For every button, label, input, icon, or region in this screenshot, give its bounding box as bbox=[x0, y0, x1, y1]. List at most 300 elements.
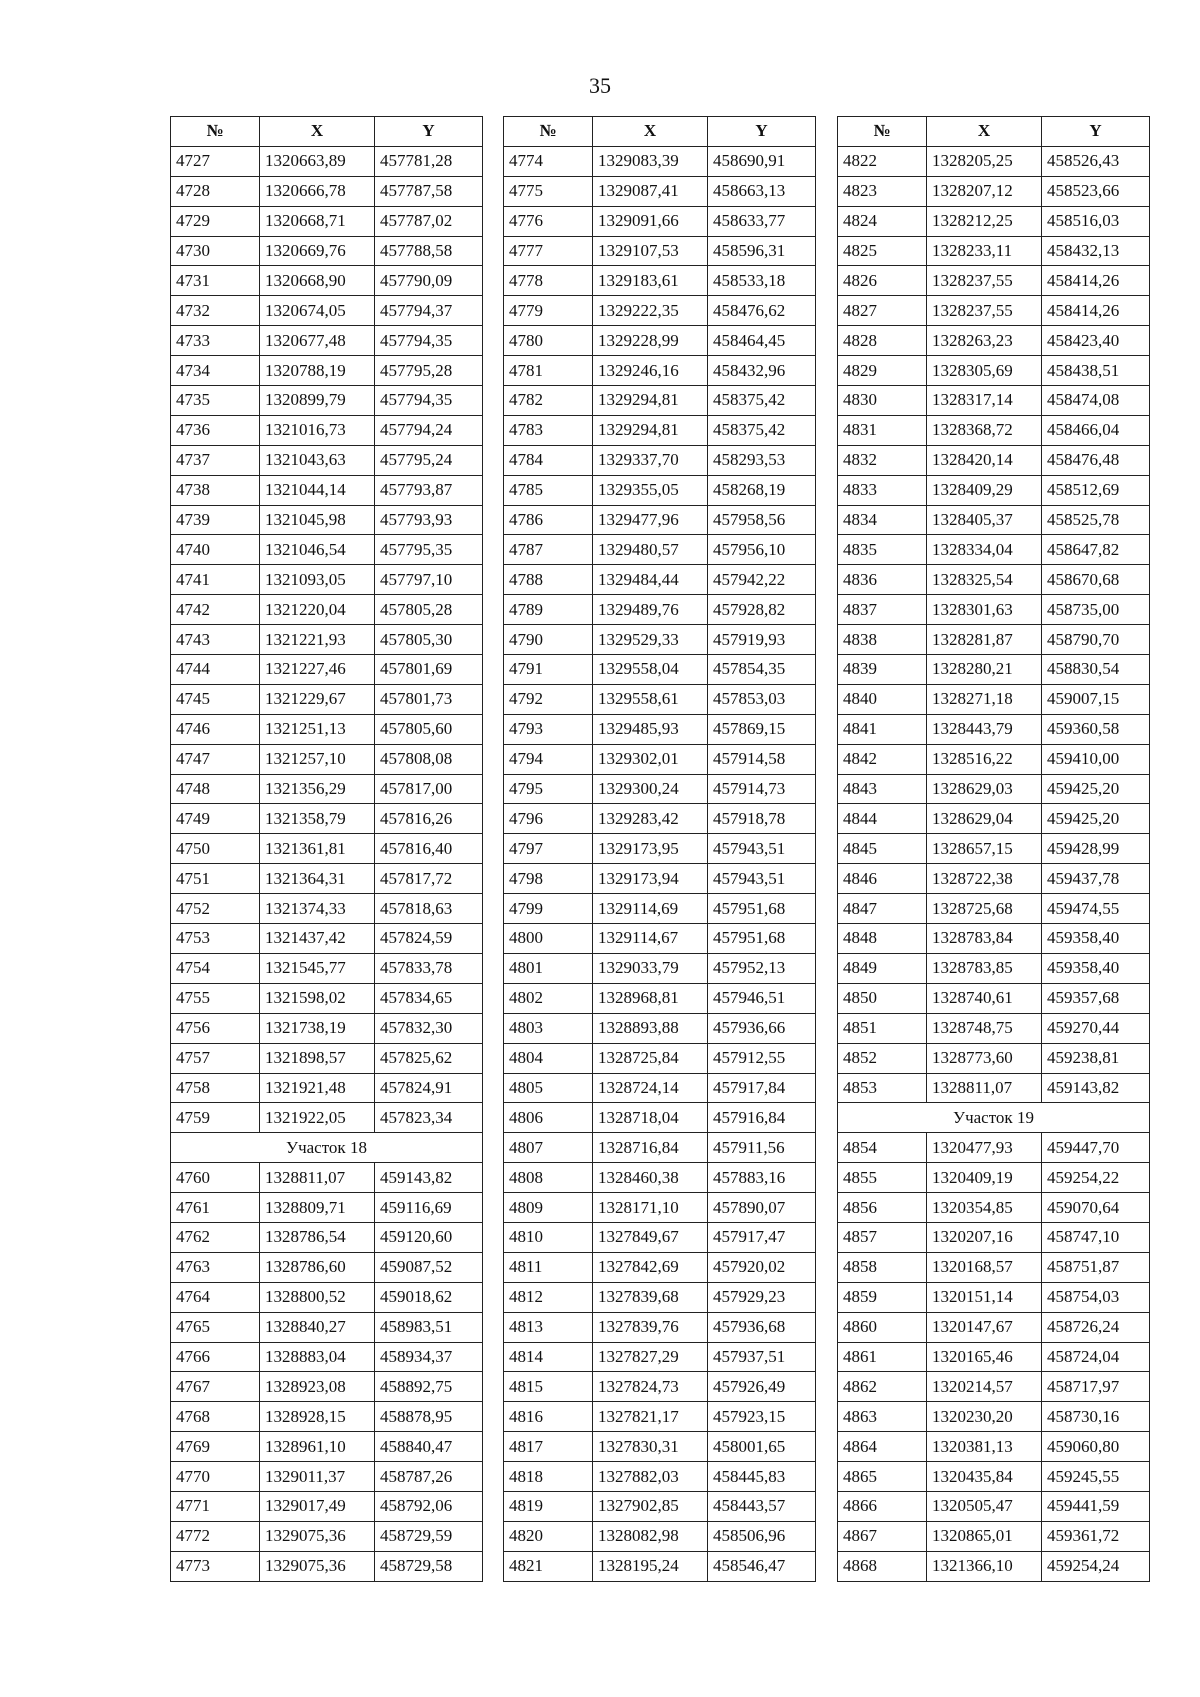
y-coordinate-cell: 457936,68 bbox=[708, 1312, 816, 1342]
x-coordinate-cell: 1328716,84 bbox=[593, 1133, 708, 1163]
table-row bbox=[171, 415, 483, 445]
table-row bbox=[838, 356, 1150, 386]
y-coordinate-cell: 457781,28 bbox=[375, 146, 483, 176]
point-number-cell: 4758 bbox=[171, 1073, 260, 1103]
x-coordinate-cell: 1328409,29 bbox=[927, 475, 1042, 505]
point-number-cell: 4760 bbox=[171, 1163, 260, 1193]
y-coordinate-cell: 458983,51 bbox=[375, 1312, 483, 1342]
point-number-cell: 4781 bbox=[504, 356, 593, 386]
table-row bbox=[838, 804, 1150, 834]
y-coordinate-cell: 457805,60 bbox=[375, 714, 483, 744]
point-number-cell: 4733 bbox=[171, 326, 260, 356]
point-number-cell: 4739 bbox=[171, 505, 260, 535]
table-row bbox=[504, 146, 816, 176]
table-row bbox=[838, 1163, 1150, 1193]
y-coordinate-cell: 457937,51 bbox=[708, 1342, 816, 1372]
y-coordinate-cell: 457854,35 bbox=[708, 655, 816, 685]
x-coordinate-cell: 1328317,14 bbox=[927, 386, 1042, 416]
y-coordinate-cell: 457818,63 bbox=[375, 894, 483, 924]
table-row bbox=[838, 953, 1150, 983]
x-coordinate-cell: 1320677,48 bbox=[260, 326, 375, 356]
y-coordinate-cell: 457911,56 bbox=[708, 1133, 816, 1163]
point-number-cell: 4751 bbox=[171, 864, 260, 894]
x-coordinate-cell: 1328263,23 bbox=[927, 326, 1042, 356]
x-coordinate-cell: 1320151,14 bbox=[927, 1282, 1042, 1312]
point-number-cell: 4747 bbox=[171, 744, 260, 774]
table-row bbox=[171, 505, 483, 535]
table-row bbox=[171, 206, 483, 236]
x-coordinate-cell: 1321251,13 bbox=[260, 714, 375, 744]
x-coordinate-cell: 1327824,73 bbox=[593, 1372, 708, 1402]
point-number-cell: 4775 bbox=[504, 176, 593, 206]
y-coordinate-cell: 458751,87 bbox=[1042, 1252, 1150, 1282]
x-coordinate-cell: 1321227,46 bbox=[260, 655, 375, 685]
point-number-cell: 4763 bbox=[171, 1252, 260, 1282]
table-row bbox=[504, 206, 816, 236]
y-coordinate-cell: 458423,40 bbox=[1042, 326, 1150, 356]
x-coordinate-cell: 1329083,39 bbox=[593, 146, 708, 176]
table-row bbox=[171, 774, 483, 804]
point-number-cell: 4753 bbox=[171, 924, 260, 954]
x-coordinate-cell: 1327839,76 bbox=[593, 1312, 708, 1342]
point-number-cell: 4790 bbox=[504, 625, 593, 655]
coordinates-table-1 bbox=[170, 116, 483, 1582]
x-coordinate-cell: 1328722,38 bbox=[927, 864, 1042, 894]
point-number-cell: 4841 bbox=[838, 714, 927, 744]
y-coordinate-cell: 457936,66 bbox=[708, 1013, 816, 1043]
point-number-cell: 4789 bbox=[504, 595, 593, 625]
x-coordinate-cell: 1328420,14 bbox=[927, 445, 1042, 475]
table-row bbox=[504, 1252, 816, 1282]
x-coordinate-cell: 1320409,19 bbox=[927, 1163, 1042, 1193]
point-number-cell: 4767 bbox=[171, 1372, 260, 1402]
y-coordinate-cell: 459254,22 bbox=[1042, 1163, 1150, 1193]
table-row bbox=[504, 326, 816, 356]
y-coordinate-cell: 457817,00 bbox=[375, 774, 483, 804]
table-row bbox=[838, 146, 1150, 176]
x-coordinate-cell: 1328786,60 bbox=[260, 1252, 375, 1282]
x-coordinate-cell: 1320354,85 bbox=[927, 1193, 1042, 1223]
y-coordinate-cell: 457942,22 bbox=[708, 565, 816, 595]
x-coordinate-cell: 1320147,67 bbox=[927, 1312, 1042, 1342]
x-coordinate-cell: 1329183,61 bbox=[593, 266, 708, 296]
point-number-cell: 4731 bbox=[171, 266, 260, 296]
y-coordinate-cell: 458523,66 bbox=[1042, 176, 1150, 206]
table-row bbox=[504, 983, 816, 1013]
point-number-cell: 4756 bbox=[171, 1013, 260, 1043]
y-coordinate-cell: 458747,10 bbox=[1042, 1222, 1150, 1252]
table-row bbox=[838, 1073, 1150, 1103]
point-number-cell: 4769 bbox=[171, 1432, 260, 1462]
table-row bbox=[171, 1073, 483, 1103]
y-coordinate-cell: 458533,18 bbox=[708, 266, 816, 296]
table-row bbox=[838, 445, 1150, 475]
x-coordinate-cell: 1320168,57 bbox=[927, 1252, 1042, 1282]
point-number-cell: 4809 bbox=[504, 1193, 593, 1223]
x-coordinate-cell: 1329337,70 bbox=[593, 445, 708, 475]
x-coordinate-cell: 1329222,35 bbox=[593, 296, 708, 326]
point-number-cell: 4776 bbox=[504, 206, 593, 236]
y-coordinate-cell: 458596,31 bbox=[708, 236, 816, 266]
table-row bbox=[504, 774, 816, 804]
table-row bbox=[171, 595, 483, 625]
x-coordinate-cell: 1329114,67 bbox=[593, 924, 708, 954]
y-coordinate-cell: 457794,35 bbox=[375, 326, 483, 356]
point-number-cell: 4799 bbox=[504, 894, 593, 924]
table-header bbox=[171, 117, 483, 147]
point-number-cell: 4810 bbox=[504, 1222, 593, 1252]
y-coordinate-cell: 457824,91 bbox=[375, 1073, 483, 1103]
y-coordinate-cell: 457946,51 bbox=[708, 983, 816, 1013]
point-number-cell: 4848 bbox=[838, 924, 927, 954]
point-number-cell: 4811 bbox=[504, 1252, 593, 1282]
table-row bbox=[838, 1462, 1150, 1492]
x-coordinate-cell: 1329283,42 bbox=[593, 804, 708, 834]
table-row bbox=[171, 655, 483, 685]
table-row bbox=[171, 714, 483, 744]
table-row bbox=[504, 834, 816, 864]
point-number-cell: 4755 bbox=[171, 983, 260, 1013]
point-number-cell: 4742 bbox=[171, 595, 260, 625]
y-coordinate-cell: 457795,35 bbox=[375, 535, 483, 565]
table-row bbox=[838, 266, 1150, 296]
x-coordinate-cell: 1328629,03 bbox=[927, 774, 1042, 804]
x-coordinate-cell: 1329087,41 bbox=[593, 176, 708, 206]
point-number-cell: 4866 bbox=[838, 1491, 927, 1521]
y-coordinate-cell: 459360,58 bbox=[1042, 714, 1150, 744]
y-coordinate-cell: 457824,59 bbox=[375, 924, 483, 954]
point-number-cell: 4820 bbox=[504, 1521, 593, 1551]
point-number-cell: 4759 bbox=[171, 1103, 260, 1133]
table-row bbox=[504, 356, 816, 386]
table-row bbox=[171, 834, 483, 864]
y-coordinate-cell: 457917,84 bbox=[708, 1073, 816, 1103]
x-coordinate-cell: 1321046,54 bbox=[260, 535, 375, 565]
y-coordinate-cell: 457853,03 bbox=[708, 684, 816, 714]
point-number-cell: 4740 bbox=[171, 535, 260, 565]
table-row bbox=[504, 386, 816, 416]
x-coordinate-cell: 1328811,07 bbox=[260, 1163, 375, 1193]
y-coordinate-cell: 458516,03 bbox=[1042, 206, 1150, 236]
y-coordinate-cell: 458268,19 bbox=[708, 475, 816, 505]
y-coordinate-cell: 459116,69 bbox=[375, 1193, 483, 1223]
point-number-cell: 4788 bbox=[504, 565, 593, 595]
table-row bbox=[838, 774, 1150, 804]
x-coordinate-cell: 1329529,33 bbox=[593, 625, 708, 655]
point-number-cell: 4867 bbox=[838, 1521, 927, 1551]
y-coordinate-cell: 459358,40 bbox=[1042, 924, 1150, 954]
coordinates-table-3 bbox=[837, 116, 1150, 1582]
x-coordinate-cell: 1327821,17 bbox=[593, 1402, 708, 1432]
x-coordinate-cell: 1328205,25 bbox=[927, 146, 1042, 176]
y-coordinate-cell: 458001,65 bbox=[708, 1432, 816, 1462]
table-row bbox=[171, 1521, 483, 1551]
point-number-cell: 4862 bbox=[838, 1372, 927, 1402]
y-coordinate-cell: 458830,54 bbox=[1042, 655, 1150, 685]
page-number: 35 bbox=[589, 73, 611, 98]
y-coordinate-cell: 457920,02 bbox=[708, 1252, 816, 1282]
table-row bbox=[838, 744, 1150, 774]
table-row bbox=[171, 1222, 483, 1252]
point-number-cell: 4854 bbox=[838, 1133, 927, 1163]
y-coordinate-cell: 457912,55 bbox=[708, 1043, 816, 1073]
y-coordinate-cell: 457817,72 bbox=[375, 864, 483, 894]
point-number-cell: 4736 bbox=[171, 415, 260, 445]
x-coordinate-cell: 1328725,84 bbox=[593, 1043, 708, 1073]
table-row bbox=[171, 924, 483, 954]
y-coordinate-cell: 458438,51 bbox=[1042, 356, 1150, 386]
table-row bbox=[838, 1402, 1150, 1432]
table-row bbox=[504, 924, 816, 954]
point-number-cell: 4728 bbox=[171, 176, 260, 206]
y-coordinate-cell: 458724,04 bbox=[1042, 1342, 1150, 1372]
x-coordinate-cell: 1329480,57 bbox=[593, 535, 708, 565]
table-row bbox=[171, 1312, 483, 1342]
x-coordinate-cell: 1321364,31 bbox=[260, 864, 375, 894]
table-row bbox=[171, 1282, 483, 1312]
table-row bbox=[504, 236, 816, 266]
x-coordinate-cell: 1328783,85 bbox=[927, 953, 1042, 983]
y-coordinate-cell: 458414,26 bbox=[1042, 296, 1150, 326]
point-number-cell: 4805 bbox=[504, 1073, 593, 1103]
table-row bbox=[504, 864, 816, 894]
table-row bbox=[838, 834, 1150, 864]
point-number-cell: 4803 bbox=[504, 1013, 593, 1043]
column-header-number: № bbox=[504, 117, 593, 147]
x-coordinate-cell: 1320666,78 bbox=[260, 176, 375, 206]
table-row bbox=[171, 386, 483, 416]
x-coordinate-cell: 1329489,76 bbox=[593, 595, 708, 625]
point-number-cell: 4798 bbox=[504, 864, 593, 894]
table-row bbox=[171, 535, 483, 565]
y-coordinate-cell: 457795,24 bbox=[375, 445, 483, 475]
point-number-cell: 4816 bbox=[504, 1402, 593, 1432]
y-coordinate-cell: 457790,09 bbox=[375, 266, 483, 296]
point-number-cell: 4783 bbox=[504, 415, 593, 445]
y-coordinate-cell: 457923,15 bbox=[708, 1402, 816, 1432]
point-number-cell: 4863 bbox=[838, 1402, 927, 1432]
point-number-cell: 4748 bbox=[171, 774, 260, 804]
y-coordinate-cell: 459441,59 bbox=[1042, 1491, 1150, 1521]
table-body bbox=[838, 146, 1150, 1581]
table-row bbox=[838, 684, 1150, 714]
y-coordinate-cell: 457917,47 bbox=[708, 1222, 816, 1252]
point-number-cell: 4807 bbox=[504, 1133, 593, 1163]
x-coordinate-cell: 1320230,20 bbox=[927, 1402, 1042, 1432]
y-coordinate-cell: 457794,35 bbox=[375, 386, 483, 416]
table-row bbox=[504, 1073, 816, 1103]
point-number-cell: 4865 bbox=[838, 1462, 927, 1492]
y-coordinate-cell: 457787,02 bbox=[375, 206, 483, 236]
column-header-x: X bbox=[927, 117, 1042, 147]
y-coordinate-cell: 458476,48 bbox=[1042, 445, 1150, 475]
y-coordinate-cell: 458735,00 bbox=[1042, 595, 1150, 625]
point-number-cell: 4766 bbox=[171, 1342, 260, 1372]
x-coordinate-cell: 1329302,01 bbox=[593, 744, 708, 774]
y-coordinate-cell: 457834,65 bbox=[375, 983, 483, 1013]
x-coordinate-cell: 1320214,57 bbox=[927, 1372, 1042, 1402]
x-coordinate-cell: 1328237,55 bbox=[927, 266, 1042, 296]
point-number-cell: 4824 bbox=[838, 206, 927, 236]
point-number-cell: 4837 bbox=[838, 595, 927, 625]
y-coordinate-cell: 457918,78 bbox=[708, 804, 816, 834]
x-coordinate-cell: 1328212,25 bbox=[927, 206, 1042, 236]
x-coordinate-cell: 1327902,85 bbox=[593, 1491, 708, 1521]
table-row bbox=[171, 1193, 483, 1223]
table-row bbox=[838, 1491, 1150, 1521]
table-row bbox=[171, 326, 483, 356]
table-row bbox=[838, 1432, 1150, 1462]
table-row bbox=[171, 356, 483, 386]
point-number-cell: 4770 bbox=[171, 1462, 260, 1492]
x-coordinate-cell: 1320668,90 bbox=[260, 266, 375, 296]
x-coordinate-cell: 1327830,31 bbox=[593, 1432, 708, 1462]
y-coordinate-cell: 458726,24 bbox=[1042, 1312, 1150, 1342]
x-coordinate-cell: 1328809,71 bbox=[260, 1193, 375, 1223]
point-number-cell: 4734 bbox=[171, 356, 260, 386]
x-coordinate-cell: 1329173,95 bbox=[593, 834, 708, 864]
point-number-cell: 4727 bbox=[171, 146, 260, 176]
x-coordinate-cell: 1329173,94 bbox=[593, 864, 708, 894]
table-row bbox=[838, 625, 1150, 655]
point-number-cell: 4764 bbox=[171, 1282, 260, 1312]
y-coordinate-cell: 459474,55 bbox=[1042, 894, 1150, 924]
y-coordinate-cell: 458506,96 bbox=[708, 1521, 816, 1551]
x-coordinate-cell: 1321598,02 bbox=[260, 983, 375, 1013]
x-coordinate-cell: 1321016,73 bbox=[260, 415, 375, 445]
point-number-cell: 4818 bbox=[504, 1462, 593, 1492]
x-coordinate-cell: 1328207,12 bbox=[927, 176, 1042, 206]
point-number-cell: 4793 bbox=[504, 714, 593, 744]
x-coordinate-cell: 1328718,04 bbox=[593, 1103, 708, 1133]
column-header-x: X bbox=[260, 117, 375, 147]
point-number-cell: 4819 bbox=[504, 1491, 593, 1521]
point-number-cell: 4761 bbox=[171, 1193, 260, 1223]
x-coordinate-cell: 1329355,05 bbox=[593, 475, 708, 505]
column-header-x: X bbox=[593, 117, 708, 147]
point-number-cell: 4833 bbox=[838, 475, 927, 505]
x-coordinate-cell: 1328325,54 bbox=[927, 565, 1042, 595]
point-number-cell: 4861 bbox=[838, 1342, 927, 1372]
point-number-cell: 4830 bbox=[838, 386, 927, 416]
point-number-cell: 4812 bbox=[504, 1282, 593, 1312]
y-coordinate-cell: 458730,16 bbox=[1042, 1402, 1150, 1432]
x-coordinate-cell: 1321043,63 bbox=[260, 445, 375, 475]
table-row bbox=[838, 326, 1150, 356]
y-coordinate-cell: 457801,69 bbox=[375, 655, 483, 685]
y-coordinate-cell: 459143,82 bbox=[1042, 1073, 1150, 1103]
x-coordinate-cell: 1321356,29 bbox=[260, 774, 375, 804]
x-coordinate-cell: 1329091,66 bbox=[593, 206, 708, 236]
y-coordinate-cell: 457794,37 bbox=[375, 296, 483, 326]
point-number-cell: 4852 bbox=[838, 1043, 927, 1073]
y-coordinate-cell: 457883,16 bbox=[708, 1163, 816, 1193]
table-row bbox=[838, 1551, 1150, 1581]
table-row bbox=[171, 475, 483, 505]
y-coordinate-cell: 457926,49 bbox=[708, 1372, 816, 1402]
y-coordinate-cell: 457958,56 bbox=[708, 505, 816, 535]
point-number-cell: 4831 bbox=[838, 415, 927, 445]
table-row bbox=[504, 445, 816, 475]
table-row bbox=[504, 1043, 816, 1073]
point-number-cell: 4864 bbox=[838, 1432, 927, 1462]
coordinates-table-2 bbox=[503, 116, 816, 1582]
y-coordinate-cell: 458663,13 bbox=[708, 176, 816, 206]
point-number-cell: 4856 bbox=[838, 1193, 927, 1223]
y-coordinate-cell: 458878,95 bbox=[375, 1402, 483, 1432]
table-row bbox=[504, 505, 816, 535]
table-row bbox=[838, 1372, 1150, 1402]
table-row bbox=[504, 1551, 816, 1581]
y-coordinate-cell: 459254,24 bbox=[1042, 1551, 1150, 1581]
table-row bbox=[171, 1252, 483, 1282]
x-coordinate-cell: 1320865,01 bbox=[927, 1521, 1042, 1551]
y-coordinate-cell: 458840,47 bbox=[375, 1432, 483, 1462]
x-coordinate-cell: 1328923,08 bbox=[260, 1372, 375, 1402]
table-row bbox=[504, 1372, 816, 1402]
x-coordinate-cell: 1327827,29 bbox=[593, 1342, 708, 1372]
point-number-cell: 4746 bbox=[171, 714, 260, 744]
point-number-cell: 4785 bbox=[504, 475, 593, 505]
y-coordinate-cell: 459358,40 bbox=[1042, 953, 1150, 983]
y-coordinate-cell: 459447,70 bbox=[1042, 1133, 1150, 1163]
table-row bbox=[838, 206, 1150, 236]
table-row bbox=[504, 1103, 816, 1133]
table-row bbox=[504, 1193, 816, 1223]
x-coordinate-cell: 1328724,14 bbox=[593, 1073, 708, 1103]
table-row bbox=[504, 953, 816, 983]
table-row bbox=[504, 1013, 816, 1043]
table-row bbox=[171, 1163, 483, 1193]
x-coordinate-cell: 1321093,05 bbox=[260, 565, 375, 595]
table-row bbox=[171, 744, 483, 774]
table-row bbox=[171, 1043, 483, 1073]
x-coordinate-cell: 1320788,19 bbox=[260, 356, 375, 386]
point-number-cell: 4752 bbox=[171, 894, 260, 924]
y-coordinate-cell: 457919,93 bbox=[708, 625, 816, 655]
table-row bbox=[838, 894, 1150, 924]
column-header-y: Y bbox=[375, 117, 483, 147]
x-coordinate-cell: 1328740,61 bbox=[927, 983, 1042, 1013]
x-coordinate-cell: 1321437,42 bbox=[260, 924, 375, 954]
x-coordinate-cell: 1329294,81 bbox=[593, 415, 708, 445]
point-number-cell: 4851 bbox=[838, 1013, 927, 1043]
point-number-cell: 4814 bbox=[504, 1342, 593, 1372]
x-coordinate-cell: 1328773,60 bbox=[927, 1043, 1042, 1073]
x-coordinate-cell: 1321545,77 bbox=[260, 953, 375, 983]
y-coordinate-cell: 458464,45 bbox=[708, 326, 816, 356]
y-coordinate-cell: 457943,51 bbox=[708, 834, 816, 864]
y-coordinate-cell: 457816,26 bbox=[375, 804, 483, 834]
y-coordinate-cell: 458792,06 bbox=[375, 1491, 483, 1521]
y-coordinate-cell: 457956,10 bbox=[708, 535, 816, 565]
x-coordinate-cell: 1328280,21 bbox=[927, 655, 1042, 685]
y-coordinate-cell: 457916,84 bbox=[708, 1103, 816, 1133]
point-number-cell: 4754 bbox=[171, 953, 260, 983]
x-coordinate-cell: 1329300,24 bbox=[593, 774, 708, 804]
point-number-cell: 4825 bbox=[838, 236, 927, 266]
table-row bbox=[504, 1312, 816, 1342]
point-number-cell: 4846 bbox=[838, 864, 927, 894]
x-coordinate-cell: 1329114,69 bbox=[593, 894, 708, 924]
y-coordinate-cell: 458633,77 bbox=[708, 206, 816, 236]
y-coordinate-cell: 457805,28 bbox=[375, 595, 483, 625]
x-coordinate-cell: 1328786,54 bbox=[260, 1222, 375, 1252]
y-coordinate-cell: 458754,03 bbox=[1042, 1282, 1150, 1312]
table-row bbox=[838, 415, 1150, 445]
point-number-cell: 4839 bbox=[838, 655, 927, 685]
column-header-y: Y bbox=[708, 117, 816, 147]
